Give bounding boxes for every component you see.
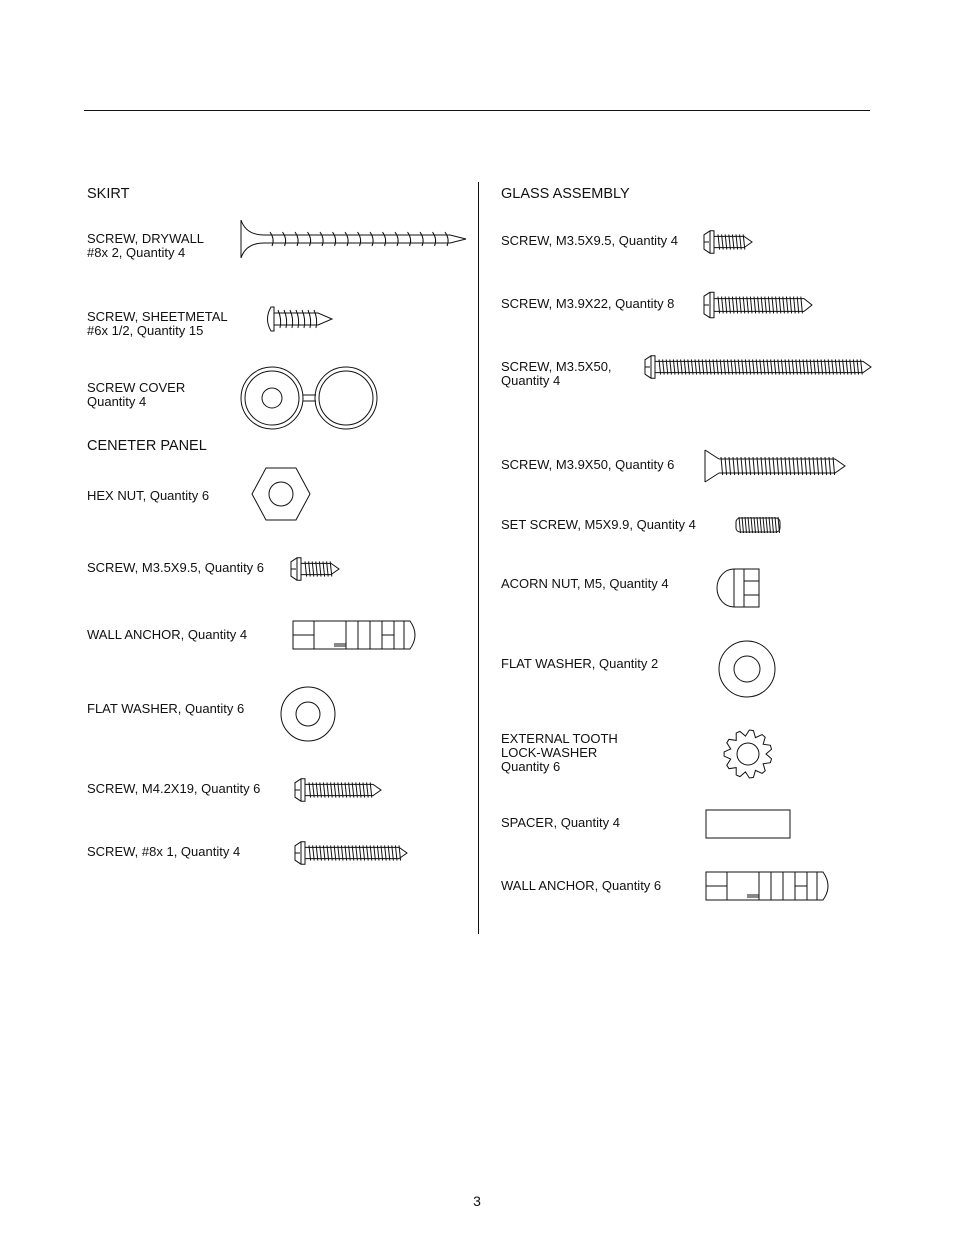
page-number: 3 — [473, 1193, 481, 1209]
flat-washer-icon — [278, 684, 338, 744]
part-label-screw-m39x50: SCREW, M3.9X50, Quantity 6 — [501, 457, 675, 472]
part-label-wall-anchor-center: WALL ANCHOR, Quantity 4 — [87, 627, 248, 642]
screw-icon — [702, 289, 814, 321]
part-label-screw-m35x95-glass: SCREW, M3.5X9.5, Quantity 4 — [501, 233, 679, 248]
screw-icon — [293, 776, 383, 804]
sheetmetal-screw-icon — [262, 304, 334, 334]
screw-cover-icon — [238, 362, 380, 438]
part-label-drywall-screw: SCREW, DRYWALL #8x 2, Quantity 4 — [87, 231, 205, 260]
screw-icon — [702, 228, 754, 256]
part-label-set-screw: SET SCREW, M5X9.9, Quantity 4 — [501, 517, 696, 532]
part-label-screw-m35x50: SCREW, M3.5X50, Quantity 4 — [501, 359, 612, 388]
part-label-spacer: SPACER, Quantity 4 — [501, 815, 620, 830]
column-divider — [478, 182, 479, 934]
part-label-screw-m39x22: SCREW, M3.9X22, Quantity 8 — [501, 296, 675, 311]
top-rule — [84, 110, 870, 111]
section-heading-glass-assembly: GLASS ASSEMBLY — [501, 186, 630, 202]
wall-anchor-icon — [705, 871, 835, 901]
screw-icon — [643, 353, 873, 381]
part-label-screw-cover: SCREW COVER Quantity 4 — [87, 380, 186, 409]
part-label-screw-8x1: SCREW, #8x 1, Quantity 4 — [87, 844, 241, 859]
part-label-flat-washer-glass: FLAT WASHER, Quantity 2 — [501, 656, 659, 671]
hex-nut-icon — [250, 466, 312, 522]
part-label-acorn-nut: ACORN NUT, M5, Quantity 4 — [501, 576, 669, 591]
section-heading-skirt: SKIRT — [87, 186, 130, 202]
screw-icon — [293, 839, 409, 867]
flat-washer-icon — [716, 638, 778, 700]
lock-washer-icon — [720, 726, 776, 782]
set-screw-icon — [733, 514, 783, 536]
flat-head-screw-icon — [703, 448, 847, 484]
acorn-nut-icon — [714, 566, 764, 610]
wall-anchor-icon — [292, 620, 422, 650]
part-label-sheetmetal-screw: SCREW, SHEETMETAL #6x 1/2, Quantity 15 — [87, 309, 228, 338]
part-label-hex-nut: HEX NUT, Quantity 6 — [87, 488, 210, 503]
part-label-wall-anchor-glass: WALL ANCHOR, Quantity 6 — [501, 878, 662, 893]
screw-icon — [289, 555, 341, 583]
section-heading-center-panel: CENETER PANEL — [87, 438, 207, 454]
drywall-screw-icon — [238, 218, 470, 260]
part-label-flat-washer-center: FLAT WASHER, Quantity 6 — [87, 701, 245, 716]
part-label-screw-m35x95-center: SCREW, M3.5X9.5, Quantity 6 — [87, 560, 265, 575]
spacer-icon — [705, 809, 793, 839]
part-label-lock-washer: EXTERNAL TOOTH LOCK-WASHER Quantity 6 — [501, 731, 618, 774]
part-label-screw-m42x19: SCREW, M4.2X19, Quantity 6 — [87, 781, 261, 796]
